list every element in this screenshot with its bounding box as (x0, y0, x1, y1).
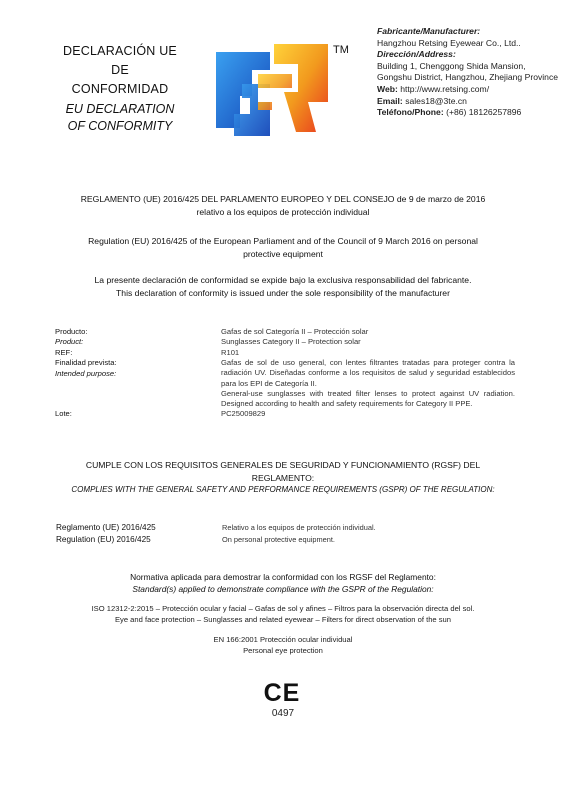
title-english (40, 101, 200, 135)
product-value: Sunglasses Category II – Protection solar (221, 337, 361, 347)
product-label: Product: (55, 337, 84, 347)
regulations-list (56, 522, 476, 545)
lote-row (55, 409, 515, 419)
ce-mark-text: CE (263, 679, 301, 705)
purpose-values (221, 358, 515, 409)
standards-heading-es: Normativa aplicada para demostrar la conformidad con los RGSF del Reglamento: (130, 572, 436, 582)
product-details (55, 327, 515, 420)
address-label: Dirección/Address: (377, 49, 456, 60)
regulation-es (40, 193, 526, 218)
phone-value: (+86) 18126257896 (446, 107, 522, 118)
regulation-row (56, 534, 476, 546)
manufacturer-name: Hangzhou Retsing Eyewear Co., Ltd.. (377, 37, 521, 48)
company-logo (212, 40, 332, 140)
producto-label: Producto: (55, 327, 88, 336)
title-en-line-2: OF CONFORMITY (67, 119, 173, 133)
phone-label: Teléfono/Phone: (377, 107, 444, 118)
responsibility-en: This declaration of conformity is issued under the sole responsibility of the manufacturer (116, 287, 450, 298)
email-line (377, 96, 559, 108)
iso-standard (40, 603, 526, 625)
title-es-line-3: CONFORMIDAD (71, 82, 169, 96)
intended-label: Intended purpose: (55, 368, 117, 378)
regulation-es-line-1: REGLAMENTO (UE) 2016/425 DEL PARLAMENTO EUROPEO Y DEL CONSEJO de 9 de marzo de 2016 (80, 194, 486, 204)
web-line (377, 84, 559, 96)
regulation-row-label: Regulation (EU) 2016/425 (56, 534, 151, 544)
web-value[interactable]: http://www.retsing.com/ (400, 83, 490, 94)
logo-white-square (258, 88, 272, 102)
lote-label: Lote: (55, 409, 72, 419)
purpose-es: Gafas de sol de uso general, con lentes filtrantes tratadas para proteger contra la radiación UV. Diseñadas conforme a los requisitos de salud y seguridad establecidos para los EPI de Categoría II. (221, 358, 515, 388)
ref-row (55, 348, 515, 358)
finalidad-label: Finalidad prevista: (55, 358, 117, 368)
product-en-row (55, 337, 515, 347)
regulation-row-label: Reglamento (UE) 2016/425 (56, 523, 156, 532)
title-spanish (40, 42, 200, 99)
ref-value: R101 (221, 347, 240, 357)
regulation-row-value: On personal protective equipment. (222, 534, 335, 544)
complies-es (40, 459, 526, 484)
regulation-es-line-2: relativo a los equipos de protección individual (196, 206, 370, 217)
regulation-en-line-2: protective equipment (243, 248, 323, 259)
ref-label: REF: (55, 347, 73, 357)
en-standard (40, 634, 526, 656)
responsibility-statement (40, 274, 526, 299)
trademark-symbol: TM (333, 44, 349, 56)
ce-mark-icon (262, 679, 302, 705)
title-en-line-1: EU DECLARATION (65, 102, 175, 116)
regulation-row (56, 522, 476, 534)
en-standard-en: Personal eye protection (243, 646, 323, 655)
web-label: Web: (377, 83, 398, 94)
regulation-en (40, 235, 526, 260)
email-value[interactable]: sales18@3te.cn (405, 95, 467, 106)
manufacturer-label: Fabricante/Manufacturer: (377, 26, 481, 36)
purpose-en: General-use sunglasses with treated filter lenses to protect against UV radiation. Designed according to health and safety requirements for Category II PPE. (221, 388, 515, 409)
complies-es-line-1: CUMPLE CON LOS REQUISITOS GENERALES DE SEGURIDAD Y FUNCIONAMIENTO (RGSF) DEL (85, 460, 481, 470)
standards-heading (40, 572, 526, 595)
manufacturer-block (377, 26, 559, 119)
title-es-line-1: DECLARACIÓN UE (63, 44, 177, 58)
regulation-en-line-1: Regulation (EU) 2016/425 of the European Parliament and of the Council of 9 March 2016 on personal (88, 236, 478, 246)
email-label: Email: (377, 95, 403, 106)
producto-value: Gafas de sol Categoría II – Protección solar (221, 327, 369, 336)
phone-line (377, 107, 559, 119)
iso-standard-en: Eye and face protection – Sunglasses and related eyewear – Filters for direct observation of the sun (114, 615, 451, 624)
purpose-labels (55, 358, 221, 409)
complies-en: COMPLIES WITH THE GENERAL SAFETY AND PERFORMANCE REQUIREMENTS (GSPR) OF THE REGULATION: (71, 485, 495, 494)
product-row (55, 327, 515, 337)
responsibility-es: La presente declaración de conformidad se expide bajo la exclusiva responsabilidad del fabricante. (94, 275, 472, 285)
complies-es-line-2: REGLAMENTO: (251, 472, 315, 483)
address-value: Building 1, Chenggong Shida Mansion, Gongshu District, Hangzhou, Zhejiang Province (377, 60, 559, 83)
regulation-row-value: Relativo a los equipos de protección individual. (222, 523, 376, 532)
en-standard-es: EN 166:2001 Protección ocular individual (213, 635, 353, 644)
notified-body-number: 0497 (271, 708, 295, 719)
lote-value: PC25009829 (221, 409, 266, 419)
purpose-row (55, 358, 515, 409)
iso-standard-es: ISO 12312-2:2015 – Protección ocular y facial – Gafas de sol y afines – Filtros para la observación directa del sol. (91, 604, 475, 613)
title-es-line-2: DE (111, 63, 129, 77)
standards-heading-en: Standard(s) applied to demonstrate compliance with the GSPR of the Regulation: (132, 583, 434, 594)
